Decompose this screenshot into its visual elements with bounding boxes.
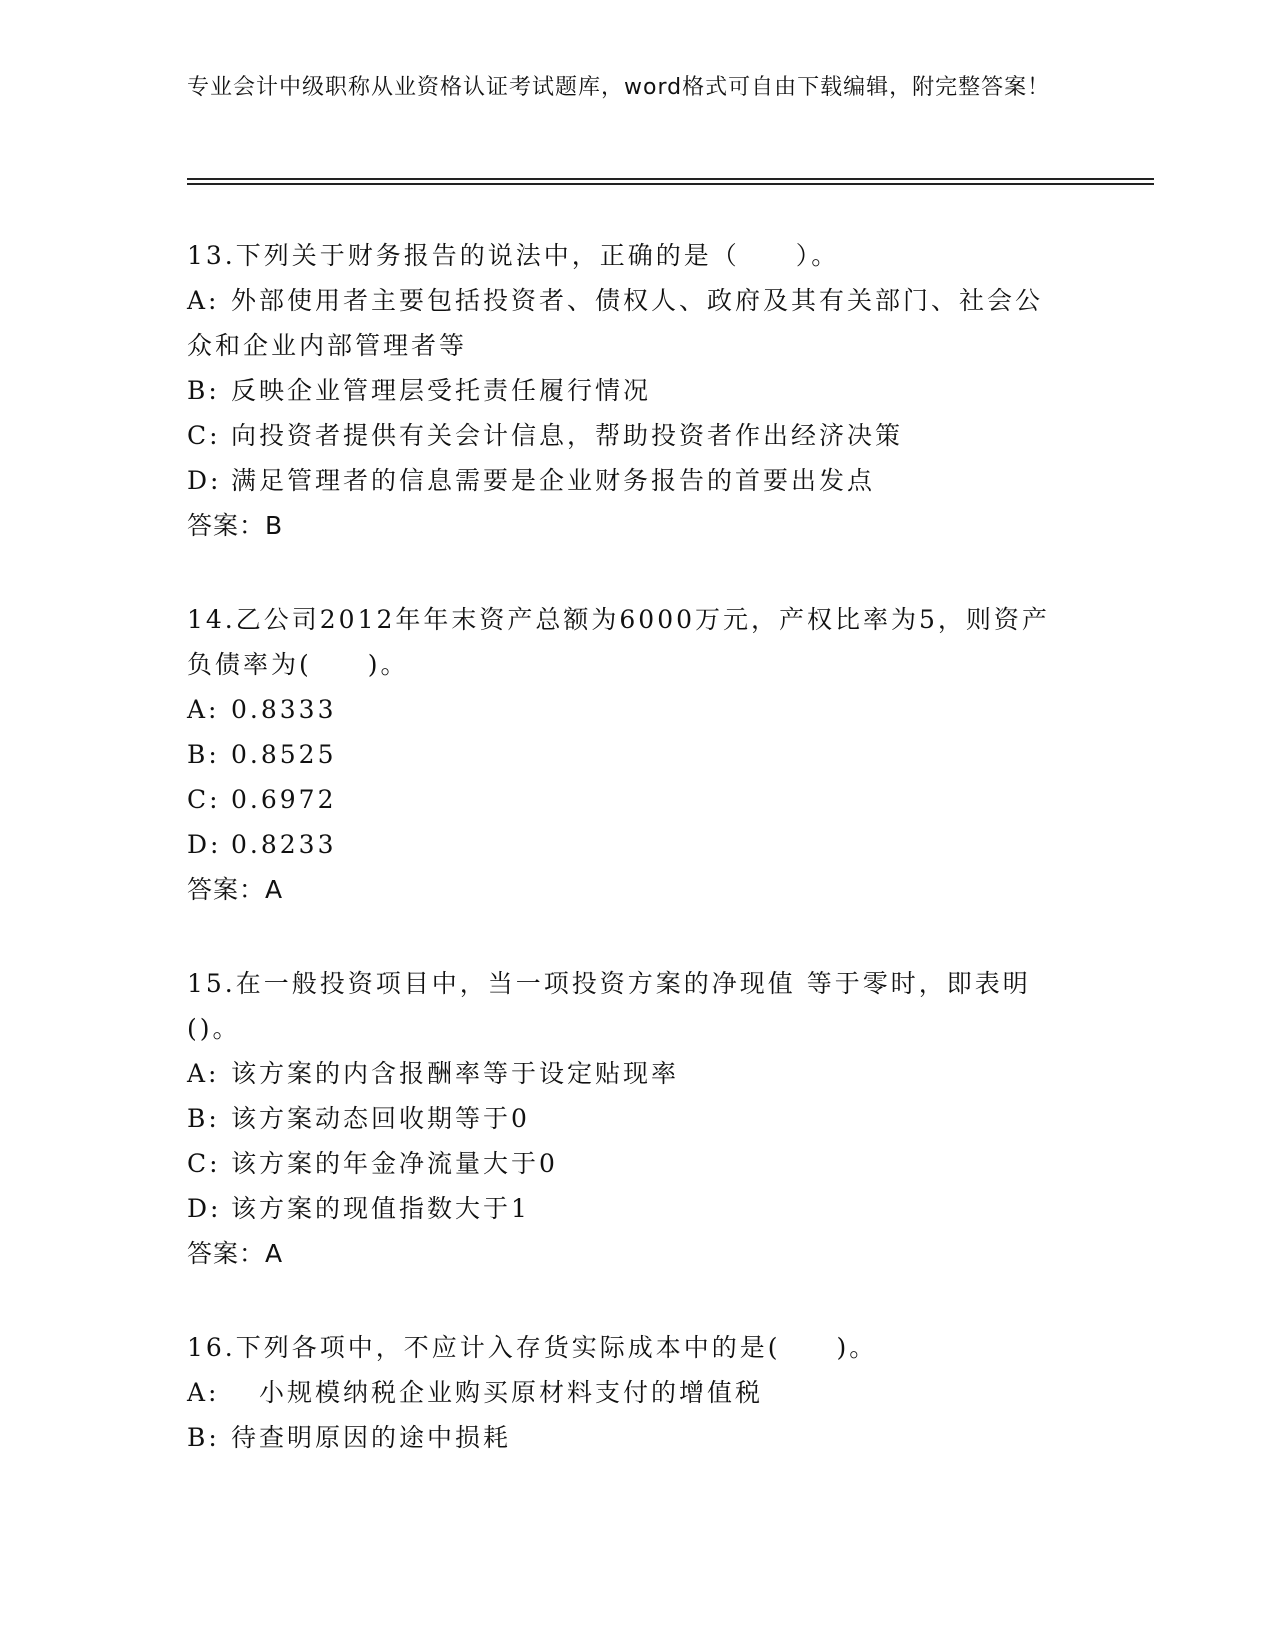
- option-b: [187, 1415, 1067, 1460]
- option-label: D:: [187, 1194, 222, 1223]
- option-text: 0.8333: [231, 695, 337, 724]
- option-label: B:: [187, 1423, 220, 1452]
- question-14: [187, 597, 1067, 912]
- option-text: 外部使用者主要包括投资者、债权人、政府及其有关部门、社会公众和企业内部管理者等: [187, 286, 1044, 360]
- option-text: 该方案的年金净流量大于0: [231, 1149, 558, 1178]
- option-c: [187, 777, 1067, 822]
- answer-line: 答案：B: [187, 511, 284, 540]
- question-13: [187, 233, 1067, 548]
- option-a: [187, 1370, 1067, 1415]
- option-label: A:: [187, 695, 220, 724]
- question-stem: 14.乙公司2012年年末资产总额为6000万元，产权比率为5，则资产负债率为( )。: [187, 605, 1050, 679]
- question-stem: 15.在一般投资项目中，当一项投资方案的净现值 等于零时，即表明()。: [187, 969, 1031, 1043]
- option-text: 反映企业管理层受托责任履行情况: [231, 376, 652, 405]
- option-text: 0.8525: [231, 740, 337, 769]
- question-15: [187, 961, 1067, 1276]
- option-d: [187, 458, 1067, 503]
- option-label: A:: [187, 1059, 220, 1088]
- option-c: [187, 413, 1067, 458]
- question-16: [187, 1325, 1067, 1460]
- option-text: 该方案的现值指数大于1: [231, 1194, 530, 1223]
- answer-line: 答案：A: [187, 875, 284, 904]
- option-label: C:: [187, 1149, 221, 1178]
- option-label: C:: [187, 785, 221, 814]
- option-text: 向投资者提供有关会计信息，帮助投资者作出经济决策: [231, 421, 904, 450]
- option-label: B:: [187, 376, 220, 405]
- option-b: [187, 732, 1067, 777]
- option-d: [187, 822, 1067, 867]
- document-header: 专业会计中级职称从业资格认证考试题库，word格式可自由下载编辑，附完整答案！: [187, 75, 1051, 100]
- option-text: 满足管理者的信息需要是企业财务报告的首要出发点: [231, 466, 876, 495]
- option-a: [187, 687, 1067, 732]
- header-divider-top: [187, 178, 1154, 180]
- option-a: [187, 278, 1067, 368]
- option-label: D:: [187, 830, 222, 859]
- option-a: [187, 1051, 1067, 1096]
- option-text: 该方案动态回收期等于0: [231, 1104, 530, 1133]
- option-label: A:: [187, 286, 220, 315]
- option-text: 待查明原因的途中损耗: [231, 1423, 512, 1452]
- option-label: A:: [187, 1378, 220, 1407]
- option-text: 小规模纳税企业购买原材料支付的增值税: [231, 1378, 764, 1407]
- option-label: C:: [187, 421, 221, 450]
- option-b: [187, 1096, 1067, 1141]
- option-d: [187, 1186, 1067, 1231]
- option-text: 0.6972: [231, 785, 337, 814]
- question-stem: 16.下列各项中，不应计入存货实际成本中的是( )。: [187, 1333, 878, 1362]
- option-b: [187, 368, 1067, 413]
- option-label: B:: [187, 1104, 220, 1133]
- option-label: D:: [187, 466, 222, 495]
- option-text: 0.8233: [231, 830, 337, 859]
- option-label: B:: [187, 740, 220, 769]
- header-divider-bottom: [187, 183, 1154, 185]
- option-c: [187, 1141, 1067, 1186]
- answer-line: 答案：A: [187, 1239, 284, 1268]
- question-stem: 13.下列关于财务报告的说法中，正确的是（ ）。: [187, 241, 840, 270]
- option-text: 该方案的内含报酬率等于设定贴现率: [231, 1059, 680, 1088]
